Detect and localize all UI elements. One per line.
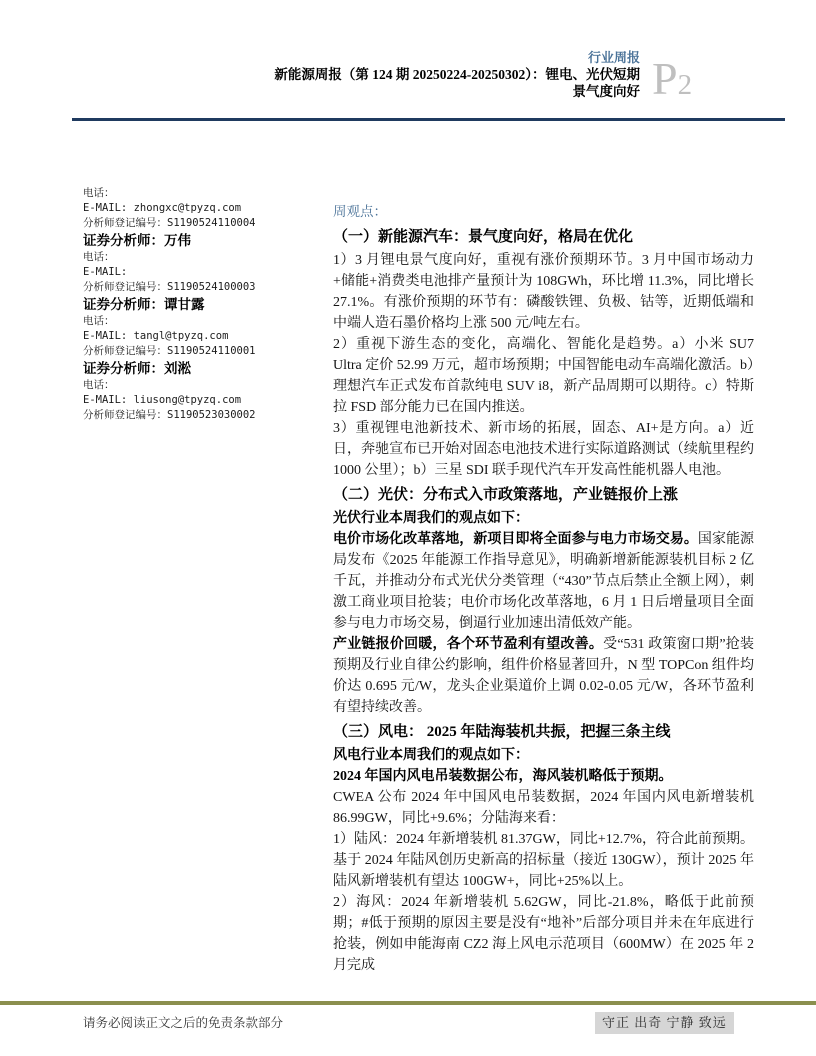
paragraph xyxy=(333,508,754,529)
header-rule xyxy=(72,118,785,121)
analyst-name: 证券分析师：谭甘露 xyxy=(83,297,205,312)
paragraph-lead: 风电行业本周我们的观点如下： xyxy=(333,748,529,763)
analyst-name: 证券分析师：刘淞 xyxy=(83,361,191,376)
paragraph-text: CWEA 公布 2024 年中国风电吊装数据，2024 年国内风电新增装机 86.99GW，同比+9.6%；分陆海来看： xyxy=(333,790,754,826)
paragraph-text: 1）陆风：2024 年新增装机 81.37GW，同比+12.7%，符合此前预期。基于 2024 年陆风创历史新高的招标量（接近 130GW），预计 2025 年陆风新增装机有望达 100GW+，同比+25%以上。 xyxy=(333,832,754,889)
section-heading-pv: （二）光伏：分布式入市政策落地，产业链报价上涨 xyxy=(333,487,679,503)
contact-phone: 电话： xyxy=(83,315,115,327)
contact-email: E-MAIL: tangl@tpyzq.com xyxy=(83,330,229,342)
footer-slogan: 守正 出奇 宁静 致远 xyxy=(595,1012,734,1034)
contact-license: 分析师登记编号：S1190524110004 xyxy=(83,217,256,229)
weekly-views-content xyxy=(333,202,754,976)
paragraph xyxy=(333,418,754,481)
weekly-views-label: 周观点： xyxy=(333,204,387,219)
paragraph xyxy=(333,745,754,766)
paragraph xyxy=(333,334,754,418)
paragraph xyxy=(333,766,754,787)
paragraph xyxy=(333,892,754,976)
paragraph-text: 受“531 政策窗口期”抢装预期及行业自律公约影响，组件价格显著回升，N 型 TOPCon 组件均价达 0.695 元/W，龙头企业渠道价上调 0.02-0.05 元/W，各环节盈利有望持续改善。 xyxy=(333,637,755,715)
footer-rule xyxy=(0,1001,816,1005)
paragraph xyxy=(333,829,754,892)
analyst-name: 证券分析师：万伟 xyxy=(83,233,191,248)
paragraph-lead: 光伏行业本周我们的观点如下： xyxy=(333,511,529,526)
paragraph xyxy=(333,634,754,718)
analyst-contact-panel xyxy=(83,186,331,423)
paragraph-text: 2）海风：2024 年新增装机 5.62GW，同比-21.8%，略低于此前预期；#低于预期的原因主要是没有“地补”后部分项目并未在年底进行抢装，例如申能海南 CZ2 海上风电示范项目（600MW）在 2025 年 2 月完成 xyxy=(333,895,754,973)
paragraph-lead: 2024 年国内风电吊装数据公布，海风装机略低于预期。 xyxy=(333,769,673,784)
page-number-letter: P xyxy=(652,53,678,104)
contact-license: 分析师登记编号：S1190524100003 xyxy=(83,281,256,293)
paragraph xyxy=(333,787,754,829)
contact-license: 分析师登记编号：S1190524110001 xyxy=(83,345,256,357)
report-category: 行业周报 xyxy=(587,50,640,65)
paragraph-text: 2）重视下游生态的变化，高端化、智能化是趋势。a）小米 SU7 Ultra 定价 52.99 万元，超市场预期；中国智能电动车高端化激活。b）理想汽车正式发布首款纯电 SUV i8，新产品周期可以期待。c）特斯拉 FSD 部分能力已在国内推送。 xyxy=(333,337,754,415)
paragraph xyxy=(333,250,754,334)
footer-disclaimer: 请务必阅读正文之后的免责条款部分 xyxy=(83,1016,284,1030)
report-title-line2: 景气度向好 xyxy=(572,83,640,99)
paragraph-text: 1）3 月锂电景气度向好，重视有涨价预期环节。3 月中国市场动力+储能+消费类电池排产量预计为 108GWh，环比增 11.3%，同比增长 27.1%。有涨价预期的环节有：磷酸铁锂、负极、钴等，近期低端和中端人造石墨价格均上涨 500 元/吨左右。 xyxy=(333,253,754,331)
paragraph-lead: 电价市场化改革落地，新项目即将全面参与电力市场交易。 xyxy=(333,532,698,547)
section-heading-nev: （一）新能源汽车：景气度向好，格局在优化 xyxy=(333,229,634,245)
contact-email: E-MAIL: zhongxc@tpyzq.com xyxy=(83,202,242,214)
paragraph-text: 国家能源局发布《2025 年能源工作指导意见》，明确新增新能源装机目标 2 亿千瓦，并推动分布式光伏分类管理（“430”节点后禁止全额上网），刺激工商业项目抢装；电价市场化改革落地，6 月 1 日后增量项目全面参与电力市场交易，倒逼行业加速出清低效产能。 xyxy=(333,532,755,631)
page-number xyxy=(652,53,693,108)
contact-phone: 电话： xyxy=(83,187,115,199)
contact-email: E-MAIL: xyxy=(83,266,128,278)
report-header xyxy=(160,49,640,100)
paragraph xyxy=(333,529,754,634)
contact-email: E-MAIL: liusong@tpyzq.com xyxy=(83,394,242,406)
contact-phone: 电话： xyxy=(83,251,115,263)
contact-phone: 电话： xyxy=(83,379,115,391)
paragraph-lead: 产业链报价回暖，各个环节盈利有望改善。 xyxy=(333,637,604,652)
report-title-line1: 新能源周报（第 124 期 20250224-20250302）：锂电、光伏短期 xyxy=(274,67,640,82)
contact-license: 分析师登记编号：S1190523030002 xyxy=(83,409,256,421)
page-number-digit: 2 xyxy=(677,69,693,101)
paragraph-text: 3）重视锂电池新技术、新市场的拓展，固态、AI+是方向。a）近日，奔驰宣布已开始对固态电池技术进行实际道路测试（续航里程约 1000 公里）；b）三星 SDI 联手现代汽车开发高性能机器人电池。 xyxy=(333,421,754,478)
section-heading-wind: （三）风电： 2025 年陆海装机共振，把握三条主线 xyxy=(333,724,671,740)
